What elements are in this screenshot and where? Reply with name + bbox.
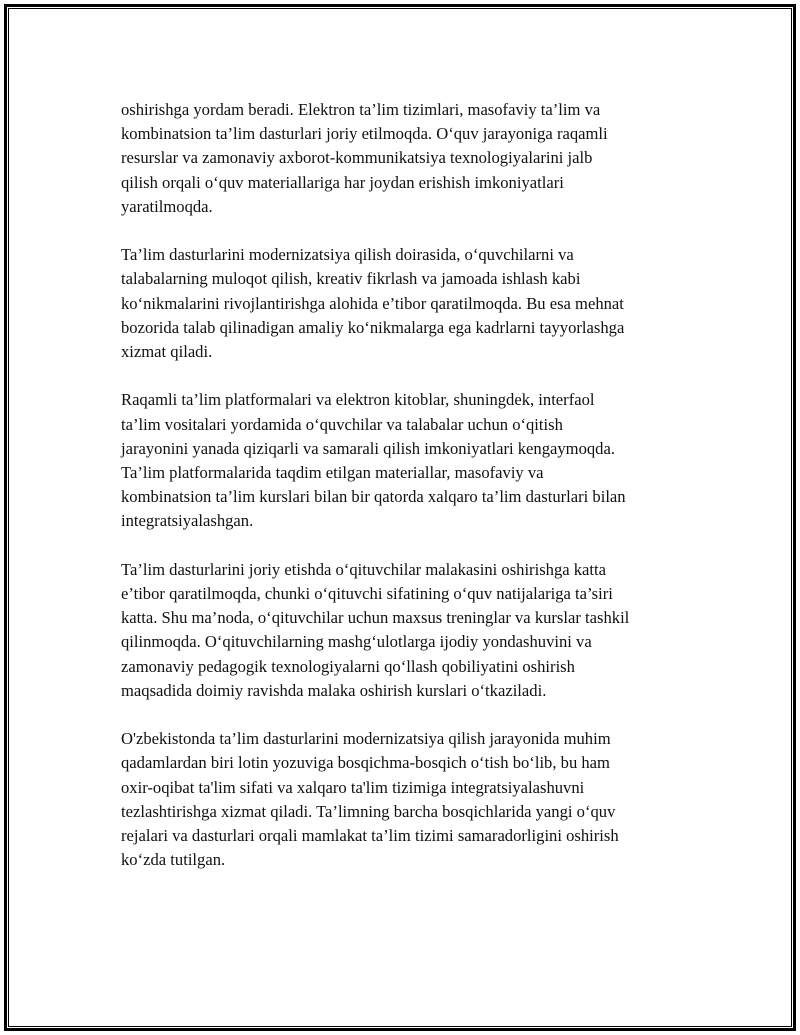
paragraph-2 <box>121 243 711 364</box>
paragraph-1 <box>121 98 711 219</box>
paragraph-3 <box>121 388 711 533</box>
paragraph-5 <box>121 727 711 872</box>
text-line: maqsadida doimiy ravishda malaka oshirish kurslari o‘tkaziladi. <box>121 680 547 700</box>
text-line: talabalarning muloqot qilish, kreativ fikrlash va jamoada ishlash kabi <box>121 269 581 289</box>
text-line: oxir-oqibat ta'lim sifati va xalqaro ta'lim tizimiga integratsiyalashuvni <box>121 777 585 797</box>
text-line: O'zbekistonda ta’lim dasturlarini modernizatsiya qilish jarayonida muhim <box>121 729 611 749</box>
text-line: Ta’lim dasturlarini modernizatsiya qilish doirasida, o‘quvchilarni va <box>121 245 574 265</box>
text-line: ko‘zda tutilgan. <box>121 850 226 870</box>
text-line: tezlashtirishga xizmat qiladi. Ta’limning barcha bosqichlarida yangi o‘quv <box>121 801 616 821</box>
text-line: ta’lim vositalari yordamida o‘quvchilar va talabalar uchun o‘qitish <box>121 414 563 434</box>
text-line: kombinatsion ta’lim dasturlari joriy etilmoqda. O‘quv jarayoniga raqamli <box>121 124 608 144</box>
text-line: yaratilmoqda. <box>121 196 213 216</box>
text-line: Raqamli ta’lim platformalari va elektron kitoblar, shuningdek, interfaol <box>121 390 595 410</box>
text-line: qadamlardan biri lotin yozuviga bosqichma-bosqich o‘tish bo‘lib, bu ham <box>121 753 610 773</box>
text-line: bozorida talab qilinadigan amaliy ko‘nikmalarga ega kadrlarni tayyorlashga <box>121 317 625 337</box>
page-border <box>4 4 796 1031</box>
text-line: zamonaviy pedagogik texnologiyalarni qo‘llash qobiliyatini oshirish <box>121 656 575 676</box>
text-line: qilish orqali o‘quv materiallariga har joydan erishish imkoniyatlari <box>121 172 564 192</box>
text-line: rejalari va dasturlari orqali mamlakat ta’lim tizimi samaradorligini oshirish <box>121 826 619 846</box>
text-line: kombinatsion ta’lim kurslari bilan bir qatorda xalqaro ta’lim dasturlari bilan <box>121 487 626 507</box>
text-line: Ta’lim platformalarida taqdim etilgan materiallar, masofaviy va <box>121 463 544 483</box>
text-line: ko‘nikmalarini rivojlantirishga alohida e’tibor qaratilmoqda. Bu esa mehnat <box>121 293 624 313</box>
text-line: Ta’lim dasturlarini joriy etishda o‘qituvchilar malakasini oshirishga katta <box>121 559 607 579</box>
text-line: jarayonini yanada qiziqarli va samarali qilish imkoniyatlari kengaymoqda. <box>121 438 615 458</box>
text-line: qilinmoqda. O‘qituvchilarning mashg‘ulotlarga ijodiy yondashuvini va <box>121 632 592 652</box>
text-line: integratsiyalashgan. <box>121 511 254 531</box>
document-body <box>121 98 711 897</box>
text-line: resurslar va zamonaviy axborot-kommunikatsiya texnologiyalarini jalb <box>121 148 593 168</box>
paragraph-4 <box>121 558 711 703</box>
text-line: xizmat qiladi. <box>121 342 213 362</box>
text-line: e’tibor qaratilmoqda, chunki o‘qituvchi sifatining o‘quv natijalariga ta’siri <box>121 584 613 604</box>
text-line: katta. Shu ma’noda, o‘qituvchilar uchun maxsus treninglar va kurslar tashkil <box>121 608 630 628</box>
text-line: oshirishga yordam beradi. Elektron ta’lim tizimlari, masofaviy ta’lim va <box>121 100 601 119</box>
